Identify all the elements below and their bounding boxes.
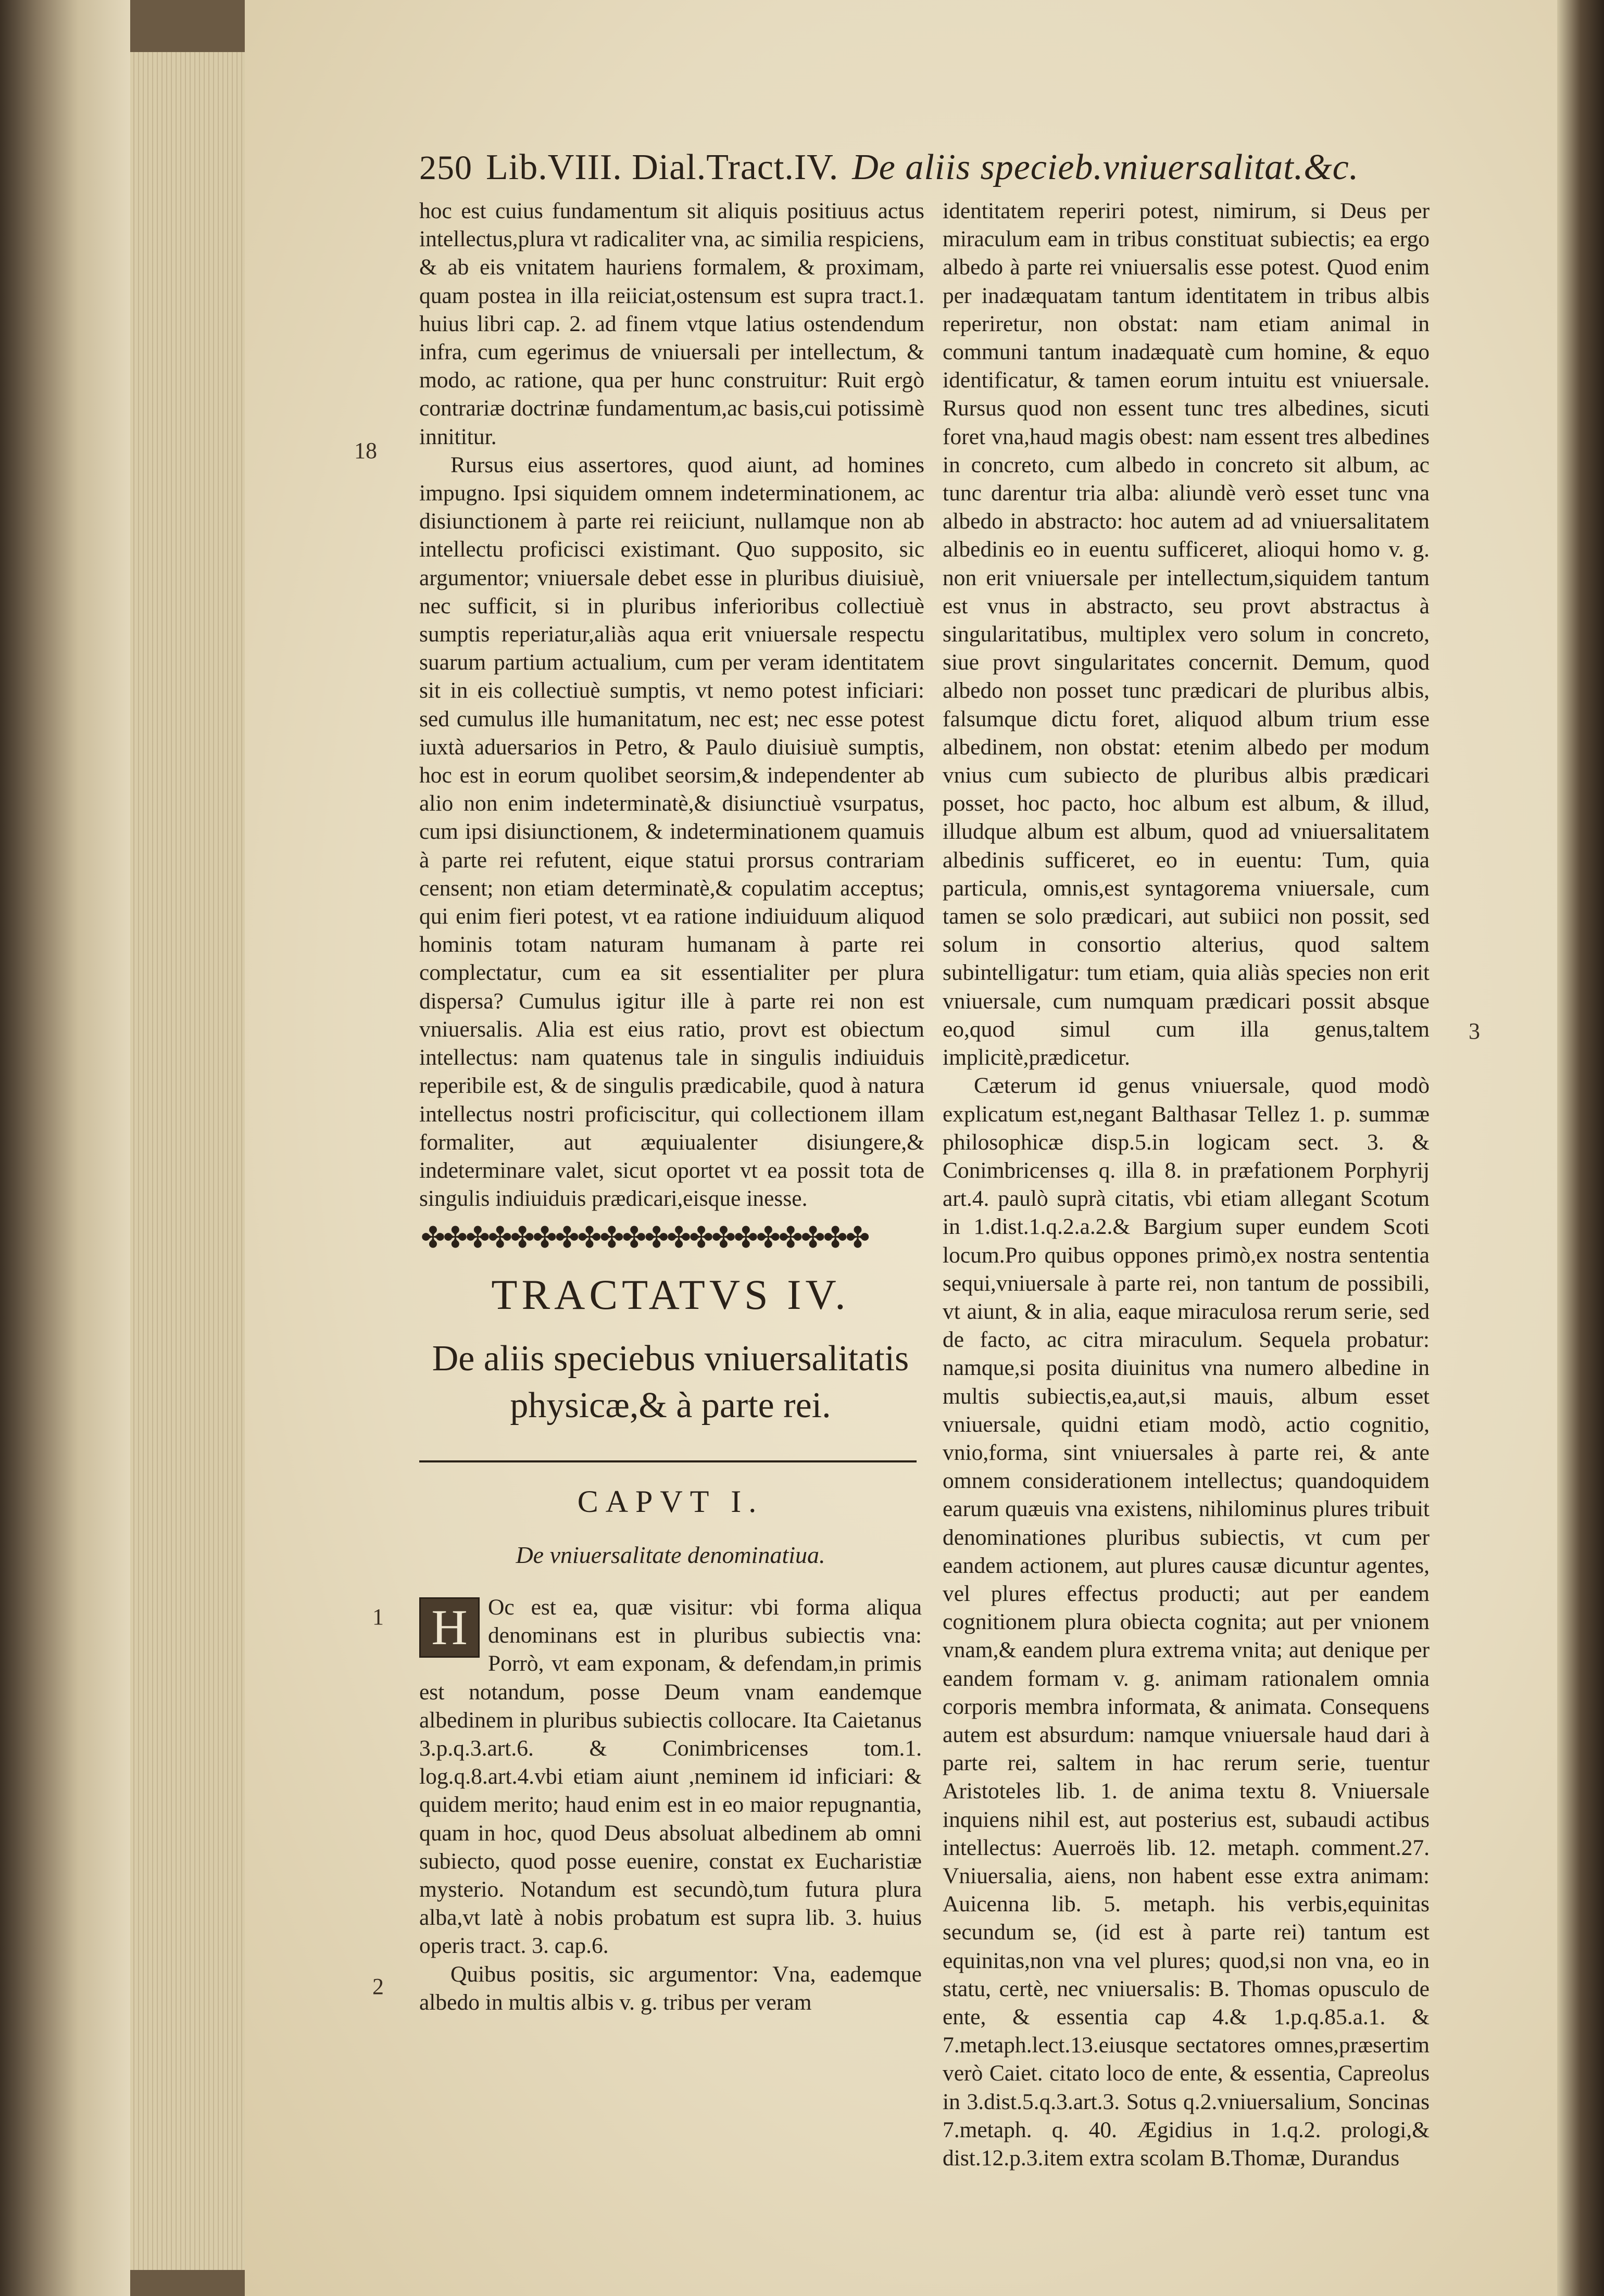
running-header	[419, 147, 1427, 194]
caput-subtitle: De vniuersalitate denominatiua.	[516, 1542, 825, 1568]
tractatus-subtitle	[419, 1335, 922, 1429]
left-paragraph-1: hoc est cuius fundamentum sit aliquis positiuus actus intellectus,plura vt radicaliter vna, ac similia respiciens, & ab eis vnitatem hauriens formalem, & proximam, quam postea in illa reiiciat,ostensum est supra tract.1. huius libri cap. 2. ad finem vtque latius ostendendum infra, cum egerimus de vniuersali per intellectum, & modo, ac ratione, qua per hunc construitur: Ruit ergò contrariæ doctrinæ fundamentum,ac basis,cui potissimè innititur.	[419, 198, 924, 449]
left-column	[419, 197, 924, 1213]
page-stack	[130, 52, 245, 2270]
tractatus-subtitle-line-2: physicæ,& à parte rei.	[510, 1385, 831, 1425]
caput-title: CAPVT I.	[577, 1484, 764, 1519]
page-number: 250	[419, 149, 472, 187]
tractatus-subtitle-line-1: De aliis speciebus vniuersalitatis	[432, 1339, 909, 1379]
horizontal-rule	[419, 1460, 917, 1462]
right-column	[943, 197, 1430, 2172]
margin-number-18: 18	[354, 438, 377, 463]
caput-text	[419, 1593, 922, 2016]
caput-paragraph-2: Quibus positis, sic argumentor: Vna, eademque albedo in multis albis v. g. tribus per veram	[419, 1961, 922, 2015]
caput-paragraph-1	[419, 1593, 922, 1960]
left-paragraph-2: Rursus eius assertores, quod aiunt, ad homines impugno. Ipsi siquidem omnem indeterminationem, ac disiunctionem à parte rei reiiciunt, nullamque non ab intellectu proficisci existimant. Quo supposito, sic argumentor; vniuersale debet esse in pluribus diuisiuè, nec sufficit, si in pluribus inferioribus collectiuè sumptis reperiatur,aliàs aqua erit vniuersale respectu suarum partium actualium, cum per veram identitatem sit in eis collectiuè sumptis, vt nemo potest inficiari: sed cumulus ille humanitatum, nec est; nec esse potest iuxtà aduersarios in Petro, & Paulo diuisiuè sumptis, hoc est in eorum quolibet seorsim,& independenter ab alio non enim indeterminatè,& disiunctiuè vsurpatus, cum ipsi disiunctionem, & indeterminationem quamuis à parte rei refutent, eique statui prorsus contrariam censent; non etiam determinatè,& copulatim acceptus; qui enim fieri potest, vt ea ratione indiuiduum aliquod hominis totam naturam humanam à parte rei complectatur, cum ea sit essentialiter per plura dispersa? Cumulus igitur ille à parte rei non est vniuersalis. Alia est eius ratio, provt est obiectum intellectus: nam quatenus tale in singulis indiuiduis reperibile est, & de singulis prædicabile, quod à natura intellectus nostri proficiscitur, qui collectionem illam formaliter, aut æquiualenter disiungere,& indeterminare valet, sicut oportet vt ea possit tota de singulis indiuiduis prædicari,eisque inesse.	[419, 452, 924, 1212]
margin-number-3: 3	[1469, 1018, 1480, 1044]
running-head: Lib.VIII. Dial.Tract.IV.	[486, 147, 839, 187]
right-paragraph-1: identitatem reperiri potest, nimirum, si Deus per miraculum eam in tribus constituat subiectis; ea ergo albedo à parte rei vniuersalis esse potest. Quod enim per inadæquatam tantum identitatem in tribus albis reperiretur, non obstat: nam etiam animal in communi tantum inadæquatè cum homine, & equo identificatur, & tamen eorum intuitu est vniuersale. Rursus quod non essent tunc tres albedines, sicuti foret vna,haud magis obest: nam essent tres albedines in concreto, cum albedo in concreto sit album, ac tunc darentur tria alba: aliundè verò esset tunc vna albedo in abstracto: hoc autem ad ad vniuersalitatem albedinis eo in euentu sufficeret, alioqui homo v. g. non erit vniuersale per intellectum,siquidem tantum est vnus in abstracto, seu provt abstractus à singularitatibus, multiplex vero solum in concreto, siue provt singularitates concernit. Demum, quod albedo non posset tunc prædicari de pluribus albis, falsumque dictu foret, aliquod album trium esse albedinem, non obstat: etenim albedo per modum vnius cum subiecto de pluribus albis prædicari posset, hoc pacto, hoc album est album, & illud, illudque album est album, quod ad vniuersalitatem albedinis sufficeret, eo in euentu: Tum, quia particula, omnis,est syntagorema vniuersale, cum tamen se solo prædicari, aut subiici non possit, sed solum in consortio alterius, quod saltem subintelligatur: tum etiam, quia aliàs species non erit vniuersale, cum numquam prædicari possit absque eo,quod simul cum illa genus,taltem implicitè,prædicetur.	[943, 198, 1430, 1070]
book-edge	[0, 0, 130, 2296]
margin-number-1: 1	[372, 1604, 384, 1630]
drop-cap: H	[419, 1597, 480, 1658]
right-gutter	[1557, 0, 1604, 2296]
caput-paragraph-1-text: Oc est ea, quæ visitur: vbi forma aliqua denominans est in pluribus subiectis vna: Porrò, vt eam exponam, & defendam,in primis est notandum, posse Deum vnam eandemque albedinem in pluribus subiectis collocare. Ita Caietanus 3.p.q.3.art.6. & Conimbricenses tom.1. log.q.8.art.4.vbi etiam aiunt ,neminem id inficiari: & quidem merito; haud enim est in eo maior repugnantia, quam in hoc, quod Deus absoluat albedinem ab omni subiecto, quod posse euenire, constat ex Eucharistiæ mysterio. Notandum est secundò,tum futura plura alba,vt latè à nobis probatum est supra lib. 3. huius operis tract. 3. cap.6.	[419, 1595, 922, 1959]
running-head-italic: De aliis specieb.vniuersalitat.&c.	[852, 147, 1359, 187]
ornament-band: ✤✤✤✤✤✤✤✤✤✤✤✤✤✤✤✤✤✤✤✤	[421, 1222, 868, 1252]
tractatus-title: TRACTATVS IV.	[491, 1271, 850, 1318]
right-paragraph-2: Cæterum id genus vniuersale, quod modò explicatum est,negant Balthasar Tellez 1. p. summæ philosophicæ disp.5.in logicam sect. 3. & Conimbricenses q. illa 8. in præfationem Porphyrij art.4. paulò suprà citatis, vbi etiam allegant Scotum in 1.dist.1.q.2.a.2.& Bargium super eundem Scoti locum.Pro quibus oppones primò,ex nostra sententia sequi,vniuersale à parte rei, non tantum de possibili, vt aiunt, & in alia, eaque miraculosa rerum serie, sed de facto, ac citra miraculum. Sequela probatur: namque,si posita diuinitus vna numero albedine in multis subiectis,ea,aut,si mauis, album esset vniuersale, quidni etiam modò, actio cognitio, vnio,forma, sint vniuersales à parte rei, & ante omnem considerationem intellectus; quandoquidem earum quæuis vna existens, nihilominus plures tribuit denominationes pluribus subiectis, vt cum per eandem actionem, aut plures causæ dicuntur agentes, vel plures effectus producti; aut per eandem cognitionem plura obiecta cognita; aut per vnionem vnam,& eandem plura extrema vnita; aut denique per eandem formam v. g. animam rationalem omnia corporis membra informata, & animata. Consequens autem est absurdum: namque vniuersale haud dari à parte rei, saltem in hac rerum serie, tuentur Aristoteles lib. 1. de anima textu 8. Vniuersale inquiens nihil est, aut posterius est, subaudi actibus intellectus: Auerroës lib. 12. metaph. comment.27. Vniuersalia, aiens, non habent esse extra animam: Auicenna lib. 5. metaph. his verbis,equinitas secundum se, (id est à parte rei) tantum est equinitas,non vna vel plures; quod,si non vna, eo in statu, certè, nec vniuersalis: B. Thomas opusculo de ente, & essentia cap 4.& 1.p.q.85.a.1. & 7.metaph.lect.13.eiusque sectatores omnes,præsertim verò Caiet. citato loco de ente, & essentia, Capreolus in 3.dist.5.q.3.art.3. Sotus q.2.vniuersalium, Soncinas 7.metaph. q. 40. Ægidius in 1.q.2. prologi,& dist.12.p.3.item extra scolam B.Thomæ, Durandus	[943, 1073, 1430, 2171]
margin-number-2: 2	[372, 1974, 384, 1999]
